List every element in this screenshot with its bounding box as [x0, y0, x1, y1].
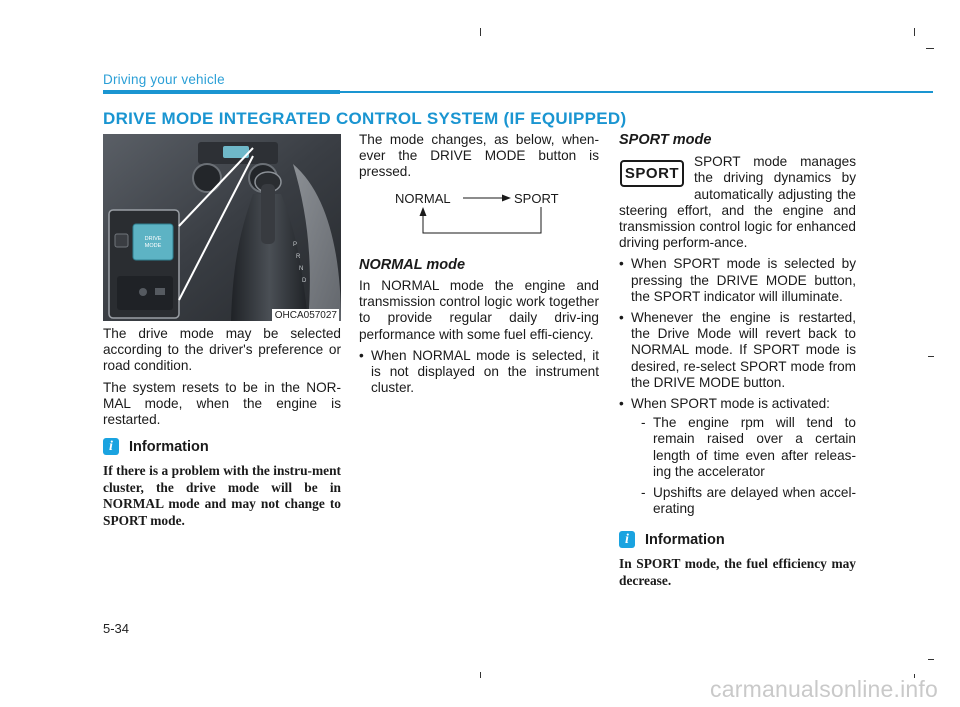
- column-3: [619, 132, 856, 594]
- arrow-return-head: [420, 207, 427, 216]
- info-icon: i: [103, 438, 119, 455]
- diagram-normal-label: NORMAL: [395, 190, 451, 206]
- mode-change-paragraph: The mode changes, as below, when-ever the DRIVE MODE button is pressed.: [359, 132, 599, 180]
- crop-mark: [480, 28, 481, 36]
- drive-mode-button-label-1: DRIVE: [144, 236, 162, 242]
- list-item-text: When SPORT mode is activated:: [631, 396, 830, 412]
- header-rule: [340, 91, 933, 93]
- section-label: Driving your vehicle: [103, 72, 225, 87]
- column-1: [103, 326, 341, 534]
- crop-mark: [928, 356, 934, 357]
- watermark: carmanualsonline.info: [710, 676, 938, 702]
- sport-effects-list: [631, 415, 856, 517]
- crop-mark: [928, 659, 934, 660]
- normal-mode-bullets: [359, 348, 599, 397]
- page-title: DRIVE MODE INTEGRATED CONTROL SYSTEM (IF EQUIPPED): [103, 109, 627, 128]
- info-body: In SPORT mode, the fuel efficiency may decrease.: [619, 556, 856, 588]
- sport-mode-text: SPORT mode manages the driving dynamics by automatically adjusting the steering effort, and the engine and transmission control logic for enhanced driving perform-ance.: [619, 154, 856, 251]
- list-item: • When SPORT mode is selected by pressing the DRIVE MODE button, the SPORT indicator will illuminate.: [619, 256, 856, 305]
- info-title: Information: [645, 531, 725, 548]
- header-rule-accent: [103, 90, 340, 94]
- column-2: [359, 132, 599, 401]
- normal-mode-paragraph: In NORMAL mode the engine and transmission control logic work together to provide regular daily driv-ing performance with some fuel effi-ciency.: [359, 278, 599, 342]
- info-header: [103, 438, 341, 455]
- figure-code: OHCA057027: [272, 309, 339, 321]
- svg-text:R: R: [296, 254, 301, 260]
- list-item: - Upshifts are delayed when accel-erating: [631, 485, 856, 517]
- info-icon: i: [619, 531, 635, 548]
- info-header: [619, 531, 856, 548]
- arrow-return: [423, 207, 541, 233]
- reset-paragraph: The system resets to be in the NOR-MAL mode, when the engine is restarted.: [103, 379, 341, 428]
- sport-mode-paragraph: [619, 154, 856, 251]
- sport-mode-bullets: [619, 256, 856, 517]
- crop-mark: [914, 28, 915, 36]
- svg-text:D: D: [302, 278, 307, 284]
- crop-mark: [926, 48, 934, 49]
- svg-text:N: N: [299, 266, 304, 272]
- list-item: [619, 396, 856, 517]
- intro-paragraph: The drive mode may be selected according to the driver's preference or road condition.: [103, 326, 341, 374]
- page-number: 5-34: [103, 621, 130, 636]
- list-item: • When NORMAL mode is selected, it is not displayed on the instrument cluster.: [359, 348, 599, 397]
- arrow-right-head: [502, 194, 511, 201]
- info-body: If there is a problem with the instru-ment cluster, the drive mode will be in NORMAL mode and may not change to SPORT mode.: [103, 463, 341, 528]
- svg-text:P: P: [293, 242, 298, 248]
- list-item: - The engine rpm will tend to remain raised over a certain length of time even after releas-ing the accelerator: [631, 415, 856, 480]
- crop-mark: [480, 672, 481, 678]
- sport-mode-heading: SPORT mode: [619, 132, 712, 148]
- drive-mode-console-photo: [103, 134, 341, 321]
- normal-mode-heading: NORMAL mode: [359, 256, 466, 273]
- info-title: Information: [129, 438, 209, 455]
- mode-cycle-diagram: [359, 189, 599, 243]
- diagram-sport-label: SPORT: [514, 190, 559, 206]
- list-item: • Whenever the engine is restarted, the Drive Mode will revert back to NORMAL mode. If SPORT mode is desired, re-select SPORT mode from the DRIVE MODE button.: [619, 310, 856, 391]
- drive-mode-button-label-2: MODE: [144, 243, 162, 249]
- sport-indicator-icon: SPORT: [620, 160, 684, 187]
- console-illustration: [103, 134, 341, 321]
